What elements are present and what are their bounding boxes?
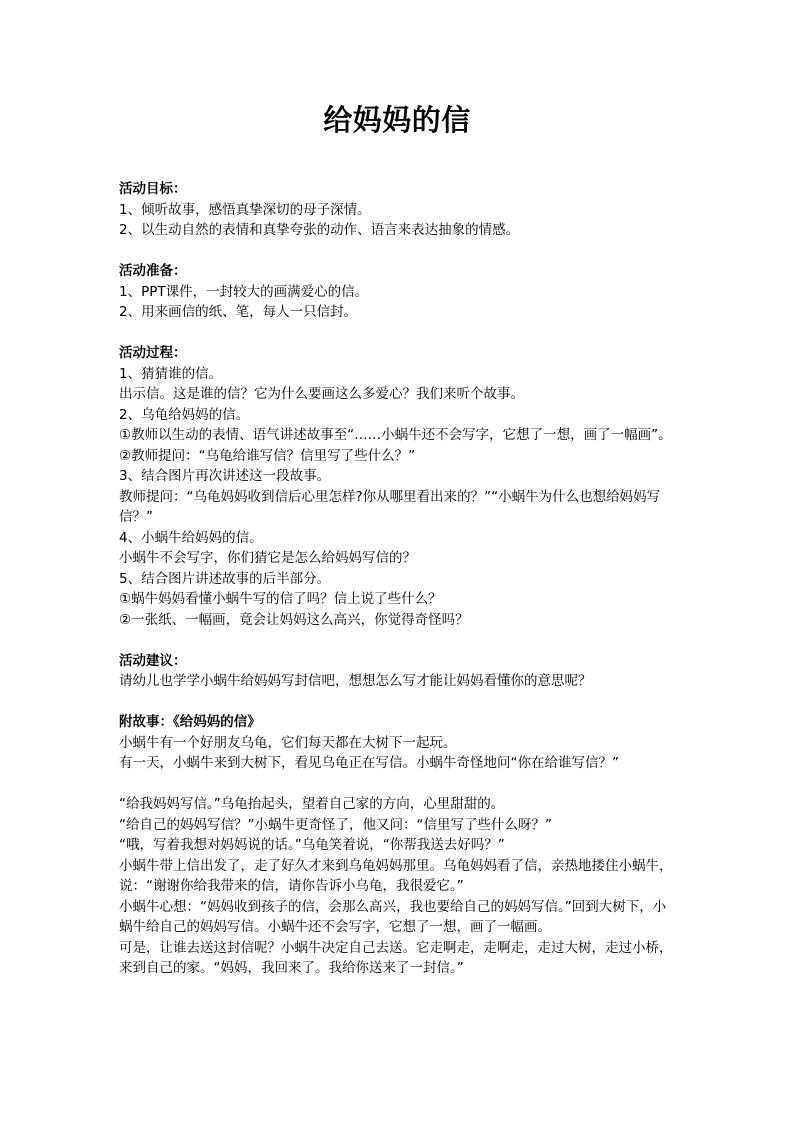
story-line: “给我妈妈写信。”乌龟抬起头，望着自己家的方向，心里甜甜的。 [119,796,505,812]
process-line: 4、小蜗牛给妈妈的信。 [119,529,263,546]
process-line: ②一张纸、一幅画，竟会让妈妈这么高兴，你觉得奇怪吗？ [119,611,469,628]
process-line: 小蜗牛不会写字，你们猜它是怎么给妈妈写信的？ [119,550,416,566]
suggest-heading: 活动建议： [119,652,187,669]
story-line: 有一天，小蜗牛来到大树下，看见乌龟正在写信。小蜗牛奇怪地问“你在给谁写信？” [119,755,619,771]
process-line: 3、结合图片再次讲述这一段故事。 [119,468,331,484]
document-title: 给妈妈的信 [323,103,471,137]
process-heading: 活动过程： [119,345,187,361]
story-line: 可是，让谁去送这封信呢？小蜗牛决定自己去送。它走啊走，走啊走，走过大树，走过小桥，来到自己的家。“妈妈，我回来了。我给你送来了一封信。” [119,939,673,976]
goal-item: 2、以生动自然的表情和真挚夸张的动作、语言来表达抽象的情感。 [119,222,520,238]
process-line: ②教师提问：“乌龟给谁写信？信里写了些什么？” [119,447,416,464]
process-line: 2、乌龟给妈妈的信。 [119,406,250,423]
prep-heading: 活动准备： [119,263,187,279]
suggest-text: 请幼儿也学学小蜗牛给妈妈写封信吧，想想怎么写才能让妈妈看懂你的意思呢？ [119,673,592,689]
document-body [119,179,679,979]
story-line: 小蜗牛带上信出发了，走了好久才来到乌龟妈妈那里。乌龟妈妈看了信，亲热地搂住小蜗牛，说：“谢谢你给我带来的信，请你告诉小乌龟，我很爱它。” [119,857,673,894]
prep-item: 2、用来画信的纸、笔，每人一只信封。 [119,304,358,320]
goals-heading: 活动目标： [119,181,187,197]
story-line: “给自己的妈妈写信？”小蜗牛更奇怪了，他又问：“信里写了些什么呀？” [119,816,552,833]
process-line: ①教师以生动的表情、语气讲述故事至“……小蜗牛还不会写字，它想了一想，画了一幅画”。 [119,427,672,443]
story-line: 小蜗牛心想：“妈妈收到孩子的信，会那么高兴，我也要给自己的妈妈写信。”回到大树下，小蜗牛给自己的妈妈写信。小蜗牛还不会写字，它想了一想，画了一幅画。 [119,898,667,935]
goal-item: 1、倾听故事，感悟真挚深切的母子深情。 [119,201,371,218]
prep-item: 1、PPT课件，一封较大的画满爱心的信。 [119,283,369,300]
story-line: 小蜗牛有一个好朋友乌龟，它们每天都在大树下一起玩。 [119,734,457,751]
process-line: 1、猜猜谁的信。 [119,365,223,382]
story-heading: 附故事：《给妈妈的信》 [119,714,261,730]
process-line: 教师提问：“乌龟妈妈收到信后心里怎样?你从哪里看出来的？”“小蜗牛为什么也想给妈妈写信？” [119,488,661,525]
process-line: 出示信。这是谁的信？它为什么要画这么多爱心？我们来听个故事。 [119,386,524,402]
process-line: ①蜗牛妈妈看懂小蜗牛写的信了吗？信上说了些什么？ [119,591,442,607]
story-line: “哦，写着我想对妈妈说的话。”乌龟笑着说，“你帮我送去好吗？” [119,837,505,853]
process-line: 5、结合图片讲述故事的后半部分。 [119,570,331,587]
